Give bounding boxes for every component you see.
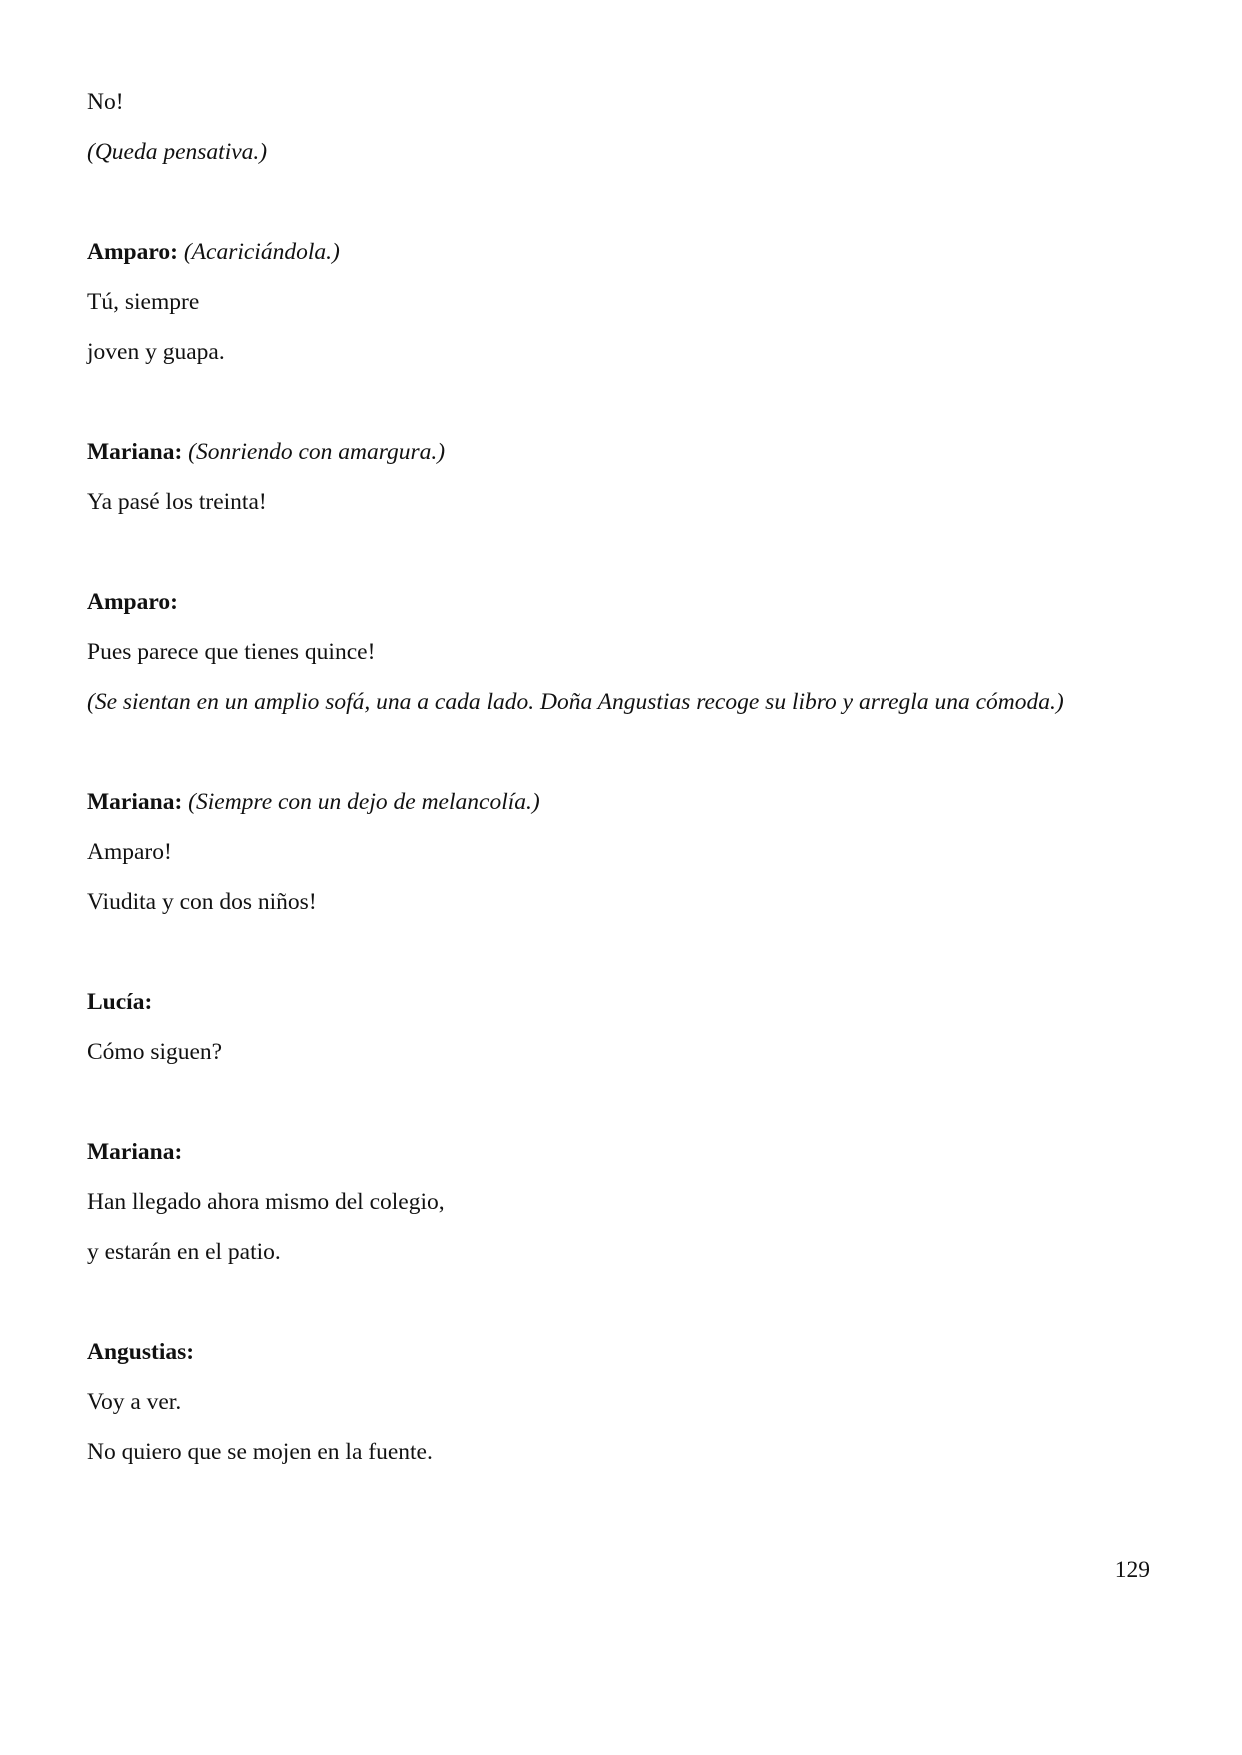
dialogue-block bbox=[87, 588, 1167, 716]
speaker-line bbox=[87, 1338, 1167, 1366]
speaker-name: Mariana: bbox=[87, 789, 183, 815]
script-page bbox=[87, 88, 1167, 1488]
stage-direction: (Se sientan en un amplio sofá, una a cada lado. Doña Angustias recoge su libro y arregla una cómoda.) bbox=[87, 689, 1064, 715]
block-spacer bbox=[87, 538, 1167, 588]
speaker-name: Lucía: bbox=[87, 989, 153, 1015]
speaker-line bbox=[87, 588, 1167, 616]
dialogue-block bbox=[87, 238, 1167, 366]
speaker-name: Mariana: bbox=[87, 1139, 183, 1165]
dialogue-block bbox=[87, 438, 1167, 516]
dialogue-line: Voy a ver. bbox=[87, 1389, 182, 1415]
dialogue-line: Cómo siguen? bbox=[87, 1039, 223, 1065]
dialogue-block bbox=[87, 88, 1167, 166]
dialogue-line: joven y guapa. bbox=[87, 339, 225, 365]
dialogue-line: Ya pasé los treinta! bbox=[87, 489, 267, 515]
block-spacer bbox=[87, 738, 1167, 788]
speaker-line bbox=[87, 438, 1167, 466]
speaker-line bbox=[87, 988, 1167, 1016]
speaker-direction: (Siempre con un dejo de melancolía.) bbox=[188, 789, 540, 815]
block-spacer bbox=[87, 1288, 1167, 1338]
page-number: 129 bbox=[1114, 1557, 1150, 1583]
dialogue-block bbox=[87, 1138, 1167, 1266]
speaker-name: Mariana: bbox=[87, 439, 183, 465]
speaker-line bbox=[87, 788, 1167, 816]
dialogue-block bbox=[87, 1338, 1167, 1466]
dialogue-line: Viudita y con dos niños! bbox=[87, 889, 317, 915]
block-spacer bbox=[87, 188, 1167, 238]
dialogue-line: No! bbox=[87, 89, 124, 115]
dialogue-line: Han llegado ahora mismo del colegio, bbox=[87, 1189, 445, 1215]
block-spacer bbox=[87, 1088, 1167, 1138]
dialogue-line: No quiero que se mojen en la fuente. bbox=[87, 1439, 433, 1465]
speaker-direction: (Acariciándola.) bbox=[183, 239, 340, 265]
speaker-name: Amparo: bbox=[87, 239, 178, 265]
speaker-direction: (Sonriendo con amargura.) bbox=[188, 439, 446, 465]
dialogue-line: Amparo! bbox=[87, 839, 172, 865]
speaker-name: Amparo: bbox=[87, 589, 178, 615]
block-spacer bbox=[87, 938, 1167, 988]
block-spacer bbox=[87, 388, 1167, 438]
dialogue-line: Pues parece que tienes quince! bbox=[87, 639, 376, 665]
dialogue-line: Tú, siempre bbox=[87, 289, 200, 315]
speaker-name: Angustias: bbox=[87, 1339, 195, 1365]
stage-direction: (Queda pensativa.) bbox=[87, 139, 268, 165]
dialogue-block bbox=[87, 788, 1167, 916]
dialogue-block bbox=[87, 988, 1167, 1066]
dialogue-line: y estarán en el patio. bbox=[87, 1239, 281, 1265]
speaker-line bbox=[87, 1138, 1167, 1166]
speaker-line bbox=[87, 238, 1167, 266]
